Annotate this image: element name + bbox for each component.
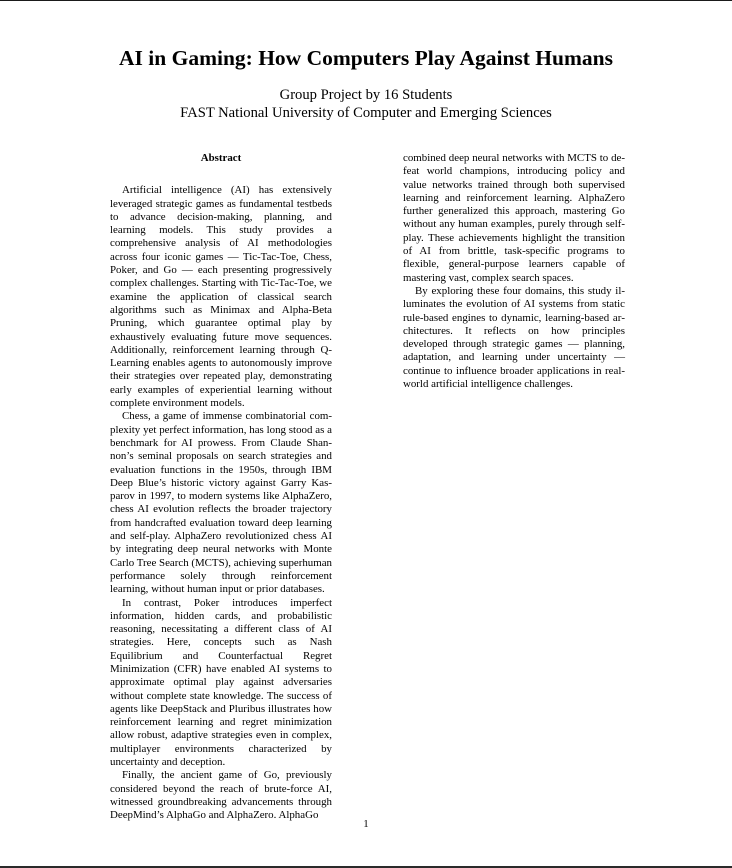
left-column <box>110 152 332 823</box>
author-block <box>0 86 732 122</box>
abstract-paragraph-chess: Chess, a game of immense combinatorial complexity yet perfect information, has long stood as a benchmark for AI prowess. From Claude Shannon’s seminal proposals on search strategies and evaluation functions in the 1950s, through IBM Deep Blue’s historic victory against Garry Kasparov in 1997, to modern systems like AlphaZero, chess AI evolution reflects the broader trajectory from handcrafted evaluation toward deep learning and self-play. AlphaZero revolutionized chess AI by integrating deep neural networks with Monte Carlo Tree Search (MCTS), achieving superhuman performance solely through reinforcement learning, without human input or prior databases. <box>110 410 333 596</box>
abstract-paragraph-go: Finally, the ancient game of Go, previously considered beyond the reach of brute-force AI, witnessed groundbreaking advancements through DeepMind’s AlphaGo and AlphaZero. AlphaGo <box>110 769 332 822</box>
author-affiliation: FAST National University of Computer and Emerging Sciences <box>180 105 552 121</box>
abstract-paragraph-go-continued: combined deep neural networks with MCTS to defeat world champions, introducing policy and value networks trained through both supervised learning and reinforcement learning. AlphaZero further generalized this approach, mastering Go without any human examples, purely through self-play. These achievements highlight the transition of AI from brittle, task-specific programs to flexible, general-purpose learners capable of mastering vast, complex search spaces. <box>403 152 625 284</box>
abstract-paragraph-poker: In contrast, Poker introduces imperfect information, hidden cards, and probabilistic reasoning, necessitating a different class of AI strategies. Here, concepts such as Nash Equilibrium and Counterfactual Regret Minimization (CFR) have enabled AI systems to approximate optimal play against adversaries without complete state knowledge. The success of agents like DeepStack and Pluribus illustrates how reinforcement learning and regret minimization allow robust, adaptive strategies even in complex, multiplayer environments characterized by uncertainty and deception. <box>110 596 332 769</box>
abstract-paragraph-conclusion: By exploring these four domains, this study illuminates the evolution of AI systems from static rule-based engines to dynamic, learning-based architectures. It reflects on how principles developed through strategic games — planning, adaptation, and learning under uncertainty — continue to influence broader applications in real-world artificial intelligence challenges. <box>403 284 625 391</box>
abstract-heading: Abstract <box>200 152 242 164</box>
page-number: 1 <box>363 818 369 830</box>
page-top-border <box>0 0 732 1</box>
right-column <box>403 152 625 391</box>
abstract-paragraph-tictactoe: Artificial intelligence (AI) has extensively leveraged strategic games as fundamental testbeds to advance decision-making, planning, and learning models. This study provides a comprehensive analysis of AI methodologies across four iconic games — Tic-Tac-Toe, Chess, Poker, and Go — each presenting progressively complex challenges. Starting with Tic-Tac-Toe, we examine the application of classical search algorithms such as Minimax and Alpha-Beta Pruning, which guarantee optimal play by exhaustively evaluating future move sequences. Additionally, reinforcement learning through Q-Learning enables agents to autonomously improve their strategies over repeated play, demonstrating early examples of experiential learning without complete environment models. <box>110 184 332 410</box>
paper-title: AI in Gaming: How Computers Play Against Humans <box>119 46 613 70</box>
author-group: Group Project by 16 Students <box>279 87 453 103</box>
